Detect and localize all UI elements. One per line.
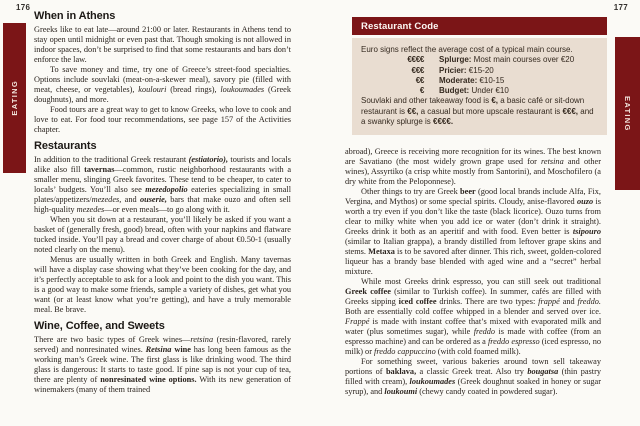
text-segment: bars that make ouzo and often sell high-quality bbox=[34, 195, 291, 214]
paragraph bbox=[34, 65, 291, 105]
text-segment: (thin pastry filled with cream), bbox=[345, 367, 601, 387]
price-tier-list bbox=[361, 55, 598, 96]
right-text-column bbox=[345, 17, 601, 397]
price-tier-label: Budget: bbox=[439, 86, 470, 96]
eating-tab-label: EATING bbox=[10, 80, 19, 116]
text-segment: (good local brands include Alfa, Fix, Vergina, and Mythos) or some special spirits. Cloudy, anise-flavored bbox=[345, 187, 602, 207]
restaurant-code-title: Restaurant Code bbox=[352, 17, 607, 35]
text-segment: (similar to Italian grappa), a brandy distilled from leftover grape skins and stems. bbox=[345, 237, 601, 257]
text-segment: nonresinated wine options. bbox=[100, 375, 197, 384]
paragraph bbox=[34, 215, 291, 255]
paragraph bbox=[34, 25, 291, 65]
text-segment: (iced espresso, no milk) or bbox=[345, 337, 602, 357]
text-segment: frappé bbox=[538, 297, 560, 307]
text-segment: a casual but more upscale restaurant is bbox=[418, 106, 563, 116]
text-segment: a basic café or sit-down restaurant is bbox=[361, 96, 585, 116]
text-segment: Food tours are a great way to get to know Greeks, who love to cook and love to eat. For food tour recommendations, see page 157 of the Activities chapter. bbox=[34, 105, 291, 134]
price-tier-text: Splurge: Most main courses over €20 bbox=[439, 55, 575, 65]
text-segment: tourists and locals alike also fill bbox=[34, 155, 291, 174]
right-page-paragraphs bbox=[345, 147, 601, 397]
text-segment: (with cold foamed milk). bbox=[435, 347, 521, 357]
text-segment: (bread rings), bbox=[166, 85, 221, 94]
euro-symbols: €€€ bbox=[411, 65, 424, 75]
text-segment: There are two basic types of Greek wines— bbox=[34, 335, 191, 344]
text-segment: Both are essentially cold coffee whipped in a blender and served over ice. bbox=[345, 307, 601, 317]
price-tier-row bbox=[361, 55, 598, 65]
text-segment: —or even meals—to go along with it. bbox=[104, 205, 230, 214]
section-heading: When in Athens bbox=[34, 10, 116, 22]
text-segment: tavernas bbox=[84, 165, 115, 174]
left-text-column bbox=[34, 10, 291, 395]
text-segment: When you sit down at a restaurant, you’ll likely be asked if you want a basket of (generally fresh, good) bread, often with your napkins and flatware tucked inside. You’ll pay a bread and cover charge of about €0.50-1 (usually noted clearly on the menu). bbox=[34, 215, 291, 254]
paragraph bbox=[345, 357, 601, 397]
text-segment: and other wines), Assyrtiko (a crisp white mostly from Santorini), and Moschofilero (a dry white from the Peloponnese). bbox=[345, 157, 601, 187]
paragraph bbox=[34, 105, 291, 135]
text-segment: Souvlaki and other takeaway food is bbox=[361, 96, 492, 106]
text-segment: and bbox=[121, 195, 140, 204]
text-segment: is made with coffee (from an espresso machine) and can be ordered as a bbox=[345, 327, 601, 347]
text-segment: and a swanky splurge is bbox=[361, 106, 594, 127]
text-segment: ouzo bbox=[577, 197, 594, 207]
paragraph bbox=[345, 147, 601, 187]
text-segment: beer bbox=[460, 187, 476, 197]
paragraph bbox=[34, 335, 291, 395]
text-segment: is worth a try even if you don’t like the taste (black licorice). Ouzo turns from clear to milky white when you add ice or water (don’t drink it straight). Greeks drink it both as an aperitif and with food. Even better is bbox=[345, 197, 602, 237]
eating-tab-label: EATING bbox=[623, 95, 632, 132]
text-segment: mezedopolio bbox=[145, 185, 188, 194]
text-segment: €€, bbox=[407, 106, 419, 116]
text-segment: is made with instant coffee that’s mixed with evaporated milk and water (plus sometimes sugar), while bbox=[345, 317, 601, 337]
text-segment: mezedes, bbox=[91, 195, 122, 204]
text-segment: Menus are usually written in both Greek and English. Many tavernas will have a display case showing what they’ve been cooking for the day, and it’s perfectly acceptable to ask for a look and point to the dish you want. This is a good way to make some friends, sample a variety of dishes, get what you want (or at least know what you’re getting), and have a truly memorable meal. Be brave. bbox=[34, 255, 291, 314]
text-segment: —common, rustic neighborhood restaurants with a smaller menu, slinging Greek favorites. These tend to be cheaper, to cater to locals’ budgets. You’ll also see bbox=[34, 165, 292, 194]
price-tier-text: Moderate: €10-15 bbox=[439, 75, 505, 85]
page-number-right: 177 bbox=[613, 3, 628, 12]
text-segment: loukoumades bbox=[409, 377, 456, 387]
text-segment: (chewy candy coated in powdered sugar). bbox=[417, 387, 558, 397]
restaurant-code-body bbox=[352, 38, 607, 135]
text-segment: Metaxa bbox=[368, 247, 395, 257]
eating-chapter-tab-right bbox=[615, 37, 640, 190]
text-segment: (estiatorio), bbox=[188, 155, 229, 164]
price-tier-text: Budget: Under €10 bbox=[439, 86, 509, 96]
text-segment: Greek coffee bbox=[345, 287, 391, 297]
text-segment: freddo bbox=[473, 327, 496, 337]
price-tier-label: Pricier: bbox=[439, 65, 467, 75]
text-segment: koulouri bbox=[138, 85, 167, 94]
price-tier-label: Splurge: bbox=[439, 55, 472, 65]
restaurant-code-box bbox=[352, 17, 607, 135]
price-tier-row bbox=[361, 76, 598, 86]
text-segment: €, bbox=[491, 96, 498, 106]
eating-chapter-tab-left bbox=[3, 23, 26, 173]
text-segment: bougatsa bbox=[527, 367, 559, 377]
text-segment: wine bbox=[171, 345, 191, 354]
text-segment: (Greek doughnuts), and more. bbox=[34, 85, 291, 104]
text-segment: (Greek doughnut soaked in honey or sugar syrup), and bbox=[345, 377, 601, 397]
text-segment: loukoumades bbox=[220, 85, 265, 94]
price-tier-text: Pricier: €15-20 bbox=[439, 65, 494, 75]
text-segment: €€€, bbox=[562, 106, 579, 116]
euro-symbols: €€ bbox=[415, 75, 424, 85]
restaurant-code-intro: Euro signs reflect the average cost of a typical main course. bbox=[361, 45, 573, 54]
restaurant-code-footer bbox=[361, 96, 598, 127]
text-segment: drinks. There are two types: bbox=[436, 297, 539, 307]
text-segment: Retsina bbox=[145, 345, 172, 354]
paragraph bbox=[34, 255, 291, 315]
text-segment: ouserie, bbox=[139, 195, 167, 204]
section-heading: Restaurants bbox=[34, 140, 97, 152]
text-segment: freddo cappuccino bbox=[374, 347, 436, 357]
price-tier-label: Moderate: bbox=[439, 75, 478, 85]
text-segment: In addition to the traditional Greek restaurant bbox=[34, 155, 189, 164]
text-segment: retsina bbox=[190, 335, 214, 344]
text-segment: abroad), Greece is receiving more recognition for its wines. The best known are Savatiano (the most widely grown grape used for bbox=[345, 147, 601, 167]
text-segment: loukoumi bbox=[384, 387, 418, 397]
text-segment: With its new generation of winemakers (many of them trained bbox=[34, 375, 292, 394]
text-segment: is to be savored after dinner. This rich, sweet, golden-colored liqueur has a brandy base blended with aged wine and a “secret” herbal mixture. bbox=[345, 247, 601, 277]
text-segment: has long been famous as the working man’s Greek wine. The first glass is like drinking wood. The third glass is dangerous: It starts to taste good. If pine sap is not your cup of tea, there are plenty of bbox=[34, 345, 291, 384]
text-segment: baklava, bbox=[385, 367, 417, 377]
price-tier-row bbox=[361, 86, 598, 96]
text-segment: While most Greeks drink espresso, you can still seek out traditional bbox=[361, 277, 601, 287]
text-segment: Greeks like to eat late—around 21:00 or later. Restaurants in Athens tend to stay open until midnight or even past that. Though smoking is not allowed in indoor spaces, don’t be surprised to find that some restaurants and bars don’t enforce the law. bbox=[34, 25, 291, 64]
text-segment: retsina bbox=[540, 157, 564, 167]
text-segment: eateries specializing in small plates/appetizers/ bbox=[34, 185, 291, 204]
euro-symbols: €€€€ bbox=[407, 55, 424, 65]
price-tier-row bbox=[361, 66, 598, 76]
text-segment: iced coffee bbox=[398, 297, 437, 307]
page-number-left: 176 bbox=[16, 3, 31, 12]
euro-symbols: € bbox=[419, 86, 424, 96]
text-segment: and bbox=[559, 297, 578, 307]
text-segment: For something sweet, various bakeries around town sell takeaway portions of bbox=[345, 357, 601, 377]
text-segment: (resin-flavored, rarely served) and nonresinated wines. bbox=[34, 335, 291, 354]
text-segment: To save money and time, try one of Greece’s street-food specialties. Options include souvlaki (meat-on-a-skewer meal), savory pie (filled with meat, cheese, or vegetables), bbox=[34, 65, 291, 94]
text-segment: tsipouro bbox=[572, 227, 601, 237]
text-segment: a classic Greek treat. Also try bbox=[416, 367, 528, 377]
paragraph bbox=[345, 277, 601, 357]
text-segment: Other things to try are Greek bbox=[361, 187, 461, 197]
text-segment: Frappé bbox=[345, 317, 370, 327]
text-segment: mezedes bbox=[76, 205, 105, 214]
section-heading: Wine, Coffee, and Sweets bbox=[34, 320, 165, 332]
text-segment: €€€€. bbox=[433, 117, 454, 127]
text-segment: freddo. bbox=[577, 297, 601, 307]
text-segment: freddo espresso bbox=[487, 337, 540, 347]
paragraph bbox=[34, 155, 291, 215]
paragraph bbox=[345, 187, 601, 277]
text-segment: (similar to Turkish coffee). In summer, cafés are filled with Greeks sipping bbox=[345, 287, 602, 307]
